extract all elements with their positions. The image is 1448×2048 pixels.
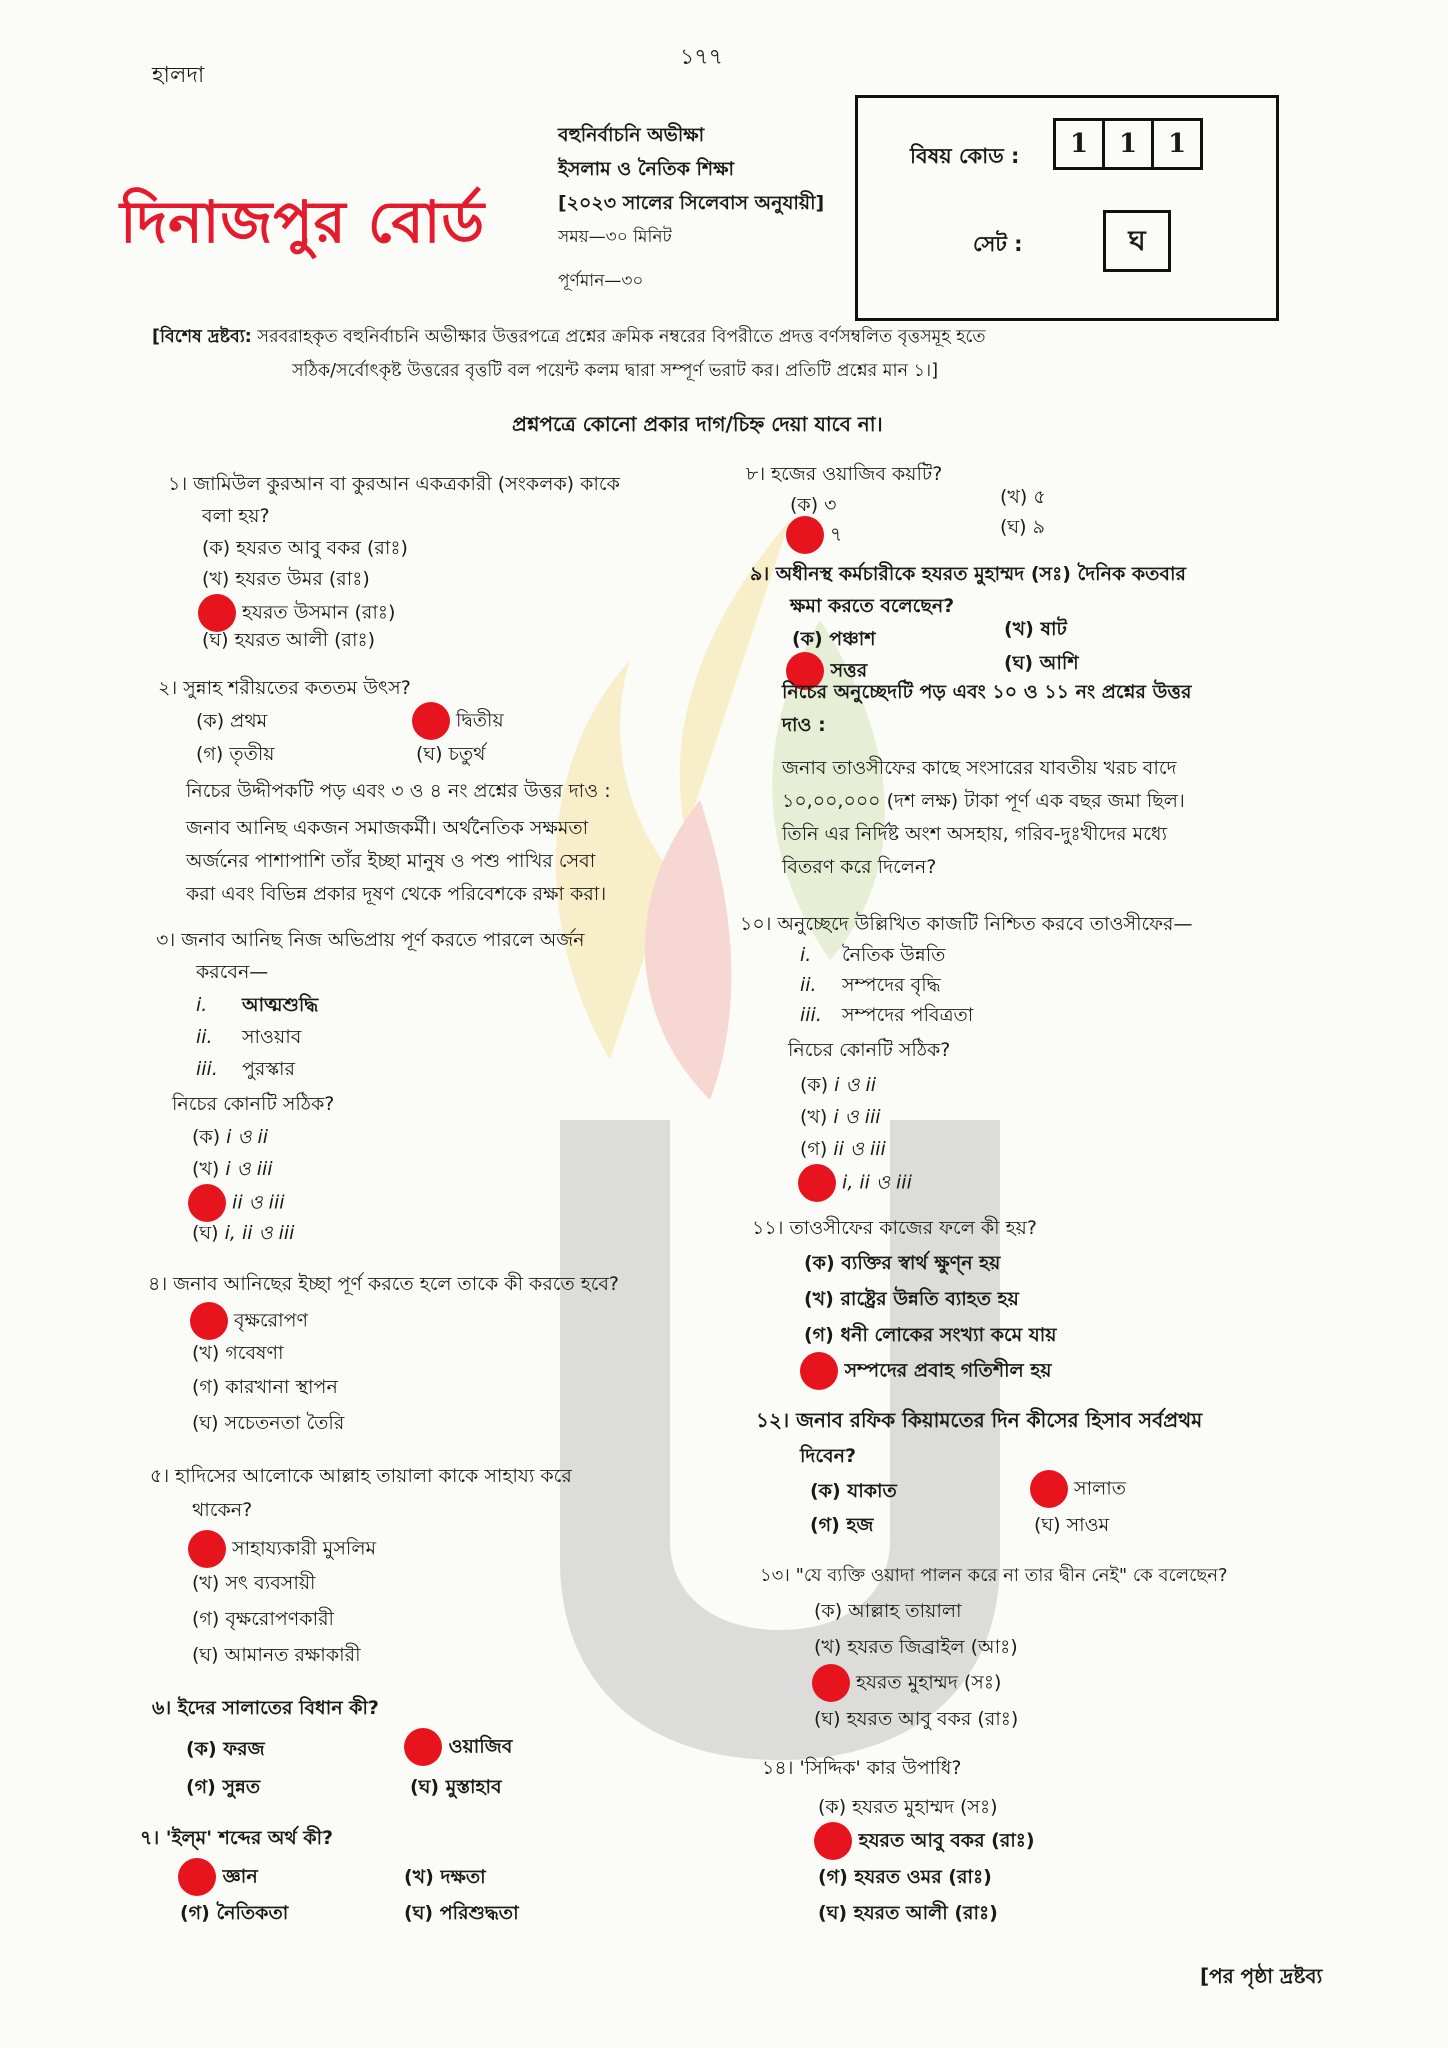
option: (খ) ৫ <box>1000 486 1046 508</box>
option: (খ) হযরত জিব্রাইল (আঃ) <box>814 1636 1018 1658</box>
q3-text-cont: করবেন— <box>196 961 269 983</box>
option: (খ) সৎ ব্যবসায়ী <box>192 1572 316 1594</box>
option: (ঘ) পরিশুদ্ধতা <box>404 1902 519 1924</box>
option: (গ) কারখানা স্থাপন <box>192 1376 338 1398</box>
option: (ক) হযরত মুহাম্মদ (সঃ) <box>818 1796 998 1818</box>
option: (খ) দক্ষতা <box>404 1866 486 1888</box>
option: (ক) ৩ <box>790 494 837 516</box>
option-selected: জ্ঞান <box>178 1858 258 1896</box>
note-line1: সরবরাহকৃত বহুনির্বাচনি অভীক্ষার উত্তরপত্রে প্রশ্নের ক্রমিক নম্বরের বিপরীতে প্রদত্ত বর্ণসম্বলিত বৃত্তসমূহ হতে <box>257 327 986 347</box>
no-mark-warning: প্রশ্নপত্রে কোনো প্রকার দাগ/চিহ্ন দেয়া যাবে না। <box>512 412 883 436</box>
option: (খ) i ও iii <box>192 1158 273 1180</box>
option: (ক) প্রথম <box>196 710 268 732</box>
option-selected: হযরত উসমান (রাঃ) <box>198 594 395 632</box>
option: (ঘ) সচেতনতা তৈরি <box>192 1412 345 1434</box>
page-mark: ১৭৭ <box>680 45 723 70</box>
option: (ঘ) হযরত আলী (রাঃ) <box>818 1902 998 1924</box>
option-selected: ৭ <box>786 516 842 554</box>
option: (ঘ) মুস্তাহাব <box>410 1776 502 1798</box>
option: (গ) নৈতিকতা <box>180 1902 289 1924</box>
subject-code-label: বিষয় কোড : <box>910 144 1020 168</box>
option: (ঘ) ৯ <box>1000 516 1045 538</box>
question-13: ১৩। "যে ব্যক্তি ওয়াদা পালন করে না তার দ্বীন নেই" কে বলেছেন? <box>760 1565 1228 1586</box>
stimulus-passage: জনাব আনিছ একজন সমাজকর্মী। অর্থনৈতিক সক্ষমতা অর্জনের পাশাপাশি তাঁর ইচ্ছা মানুষ ও পশু পাখির সেবা করা এবং বিভিন্ন প্রকার দূষণ থেকে পরিবেশকে রক্ষা করা। <box>186 817 607 905</box>
corner-label: হালদা <box>152 63 205 88</box>
statement: ii. সাওয়াব <box>196 1026 302 1048</box>
option-selected: ওয়াজিব <box>404 1728 512 1766</box>
option: (ক) i ও ii <box>800 1074 877 1096</box>
full-marks: পূর্ণমান—৩০ <box>558 271 644 291</box>
answer-mark <box>404 1728 442 1766</box>
option-selected: ii ও iii <box>188 1184 285 1222</box>
question-14: ১৪। 'সিদ্দিক' কার উপাধি? <box>762 1757 962 1779</box>
question-6: ৬। ইদের সালাতের বিধান কী? <box>152 1697 379 1719</box>
option: (ঘ) হযরত আবু বকর (রাঃ) <box>814 1708 1019 1730</box>
question-9: ৯। অধীনস্থ কর্মচারীকে হযরত মুহাম্মদ (সঃ) দৈনিক কতবার <box>750 563 1186 585</box>
option: (গ) ii ও iii <box>800 1138 886 1160</box>
option: (ঘ) সাওম <box>1034 1514 1110 1536</box>
option-selected: দ্বিতীয় <box>412 702 504 740</box>
option: (ঘ) i, ii ও iii <box>192 1222 295 1244</box>
answer-mark <box>412 702 450 740</box>
option: (ঘ) চতুর্থ <box>416 743 486 765</box>
option: (ঘ) আমানত রক্ষাকারী <box>192 1644 361 1666</box>
q5-text-cont: থাকেন? <box>192 1499 253 1521</box>
answer-mark <box>812 1664 850 1702</box>
syllabus-note: [২০২৩ সালের সিলেবাস অনুযায়ী] <box>558 192 825 214</box>
paragraph-instruction: নিচের অনুচ্ছেদটি পড় এবং ১০ ও ১১ নং প্রশ্নের উত্তর দাও : <box>782 681 1192 736</box>
option: (ক) পঞ্চাশ <box>792 628 876 650</box>
option: (ক) ব্যক্তির স্বার্থ ক্ষুণ্ন হয় <box>804 1252 1001 1274</box>
q-num: ১। <box>168 473 188 495</box>
option: (গ) বৃক্ষরোপণকারী <box>192 1608 334 1630</box>
question-5: ৫। হাদিসের আলোকে আল্লাহ তায়ালা কাকে সাহায্য করে <box>150 1465 572 1487</box>
option: (গ) তৃতীয় <box>196 743 275 765</box>
answer-mark <box>800 1352 838 1390</box>
paragraph-passage: জনাব তাওসীফের কাছে সংসারের যাবতীয় খরচ বাদে ১০,০০,০০০ (দশ লক্ষ) টাকা পূর্ণ এক বছর জমা ছিল। তিনি এর নির্দিষ্ট অংশ অসহায়, গরিব-দুঃখীদের মধ্যে বিতরণ করে দিলেন? <box>782 757 1185 878</box>
answer-mark <box>178 1858 216 1896</box>
statement: ii. সম্পদের বৃদ্ধি <box>800 974 941 996</box>
option: (খ) রাষ্ট্রের উন্নতি ব্যাহত হয় <box>804 1288 1019 1310</box>
statement: i. নৈতিক উন্নতি <box>800 944 946 966</box>
question-2: ২। সুন্নাহ শরীয়তের কততম উৎস? <box>158 677 411 699</box>
option: (গ) সুন্নত <box>186 1776 261 1798</box>
question-1 <box>168 468 620 500</box>
answer-mark <box>798 1164 836 1202</box>
answer-mark <box>1030 1470 1068 1508</box>
note-line2: সঠিক/সর্বোৎকৃষ্ট উত্তরের বৃত্তটি বল পয়েন্ট কলম দ্বারা সম্পূর্ণ ভরাট কর। প্রতিটি প্রশ্নের মান ১।] <box>292 361 939 381</box>
statement: i. আত্মশুদ্ধি <box>196 994 319 1016</box>
exam-type: বহুনির্বাচনি অভীক্ষা <box>558 124 705 146</box>
option: (খ) ষাট <box>1004 618 1067 640</box>
option: (গ) হজ <box>810 1514 874 1536</box>
which-correct: নিচের কোনটি সঠিক? <box>788 1039 951 1061</box>
answer-mark <box>188 1184 226 1222</box>
answer-mark <box>814 1822 852 1860</box>
option: (ক) আল্লাহ তায়ালা <box>814 1600 962 1622</box>
option-selected: বৃক্ষরোপণ <box>190 1302 308 1340</box>
code-digit: 1 <box>1151 118 1203 170</box>
statement: iii. সম্পদের পবিত্রতা <box>800 1004 974 1026</box>
option: (গ) হযরত ওমর (রাঃ) <box>818 1866 992 1888</box>
q9-text-cont: ক্ষমা করতে বলেছেন? <box>790 595 955 617</box>
option: (গ) ধনী লোকের সংখ্যা কমে যায় <box>804 1324 1057 1346</box>
option: (খ) i ও iii <box>800 1106 881 1128</box>
question-7: ৭। 'ইল্‌ম' শব্দের অর্থ কী? <box>140 1827 334 1849</box>
question-3: ৩। জনাব আনিছ নিজ অভিপ্রায় পূর্ণ করতে পারলে অর্জন <box>156 929 585 951</box>
exam-meta <box>558 118 824 298</box>
option-selected: i, ii ও iii <box>798 1164 912 1202</box>
q1-text-cont: বলা হয়? <box>202 505 270 527</box>
option: (ক) যাকাত <box>810 1480 897 1502</box>
option-selected: সাহায্যকারী মুসলিম <box>188 1530 376 1568</box>
which-correct: নিচের কোনটি সঠিক? <box>172 1093 335 1115</box>
question-12: ১২। জনাব রফিক কিয়ামতের দিন কীসের হিসাব সর্বপ্রথম <box>756 1408 1203 1432</box>
option: (ক) i ও ii <box>192 1126 269 1148</box>
question-8: ৮। হজের ওয়াজিব কয়টি? <box>746 463 943 485</box>
option: (ক) ফরজ <box>186 1738 265 1760</box>
answer-mark <box>190 1302 228 1340</box>
code-box <box>855 95 1279 321</box>
special-note <box>152 322 1302 352</box>
option: (ক) হযরত আবু বকর (রাঃ) <box>202 537 408 559</box>
note-label: [বিশেষ দ্রষ্টব্য: <box>152 327 252 347</box>
code-digit: 1 <box>1102 118 1154 170</box>
option: (খ) হযরত উমর (রাঃ) <box>202 568 370 590</box>
question-10: ১০। অনুচ্ছেদে উল্লিখিত কাজটি নিশ্চিত করবে তাওসীফের— <box>740 913 1193 935</box>
set-label: সেট : <box>973 232 1023 256</box>
code-digit: 1 <box>1053 118 1105 170</box>
question-4: ৪। জনাব আনিছের ইচ্ছা পূর্ণ করতে হলে তাকে কী করতে হবে? <box>148 1273 619 1295</box>
exam-time: সময়—৩০ মিনিট <box>558 227 672 247</box>
answer-mark <box>188 1530 226 1568</box>
set-value: ঘ <box>1103 210 1171 272</box>
stimulus-instruction: নিচের উদ্দীপকটি পড় এবং ৩ ও ৪ নং প্রশ্নের উত্তর দাও : <box>186 780 611 802</box>
answer-mark <box>786 516 824 554</box>
next-page-note: [পর পৃষ্ঠা দ্রষ্টব্য <box>1200 1964 1323 1988</box>
q-text: জামিউল কুরআন বা কুরআন একত্রকারী (সংকলক) কাকে <box>193 473 620 495</box>
option: (ঘ) আশি <box>1004 652 1079 674</box>
option-selected: সম্পদের প্রবাহ গতিশীল হয় <box>800 1352 1052 1390</box>
option: (ঘ) হযরত আলী (রাঃ) <box>202 629 375 651</box>
option: (খ) গবেষণা <box>192 1342 284 1364</box>
board-name: দিনাজপুর বোর্ড <box>120 188 486 256</box>
subject-name: ইসলাম ও নৈতিক শিক্ষা <box>558 158 735 180</box>
option-selected: হযরত আবু বকর (রাঃ) <box>814 1822 1035 1860</box>
option-selected: হযরত মুহাম্মদ (সঃ) <box>812 1664 1001 1702</box>
q12-text-cont: দিবেন? <box>800 1445 856 1467</box>
statement: iii. পুরস্কার <box>196 1058 295 1080</box>
option-selected: সালাত <box>1030 1470 1126 1508</box>
subject-code-digits <box>1056 118 1203 170</box>
question-11: ১১। তাওসীফের কাজের ফলে কী হয়? <box>752 1217 1037 1239</box>
option-selected: সত্তর <box>786 652 867 690</box>
